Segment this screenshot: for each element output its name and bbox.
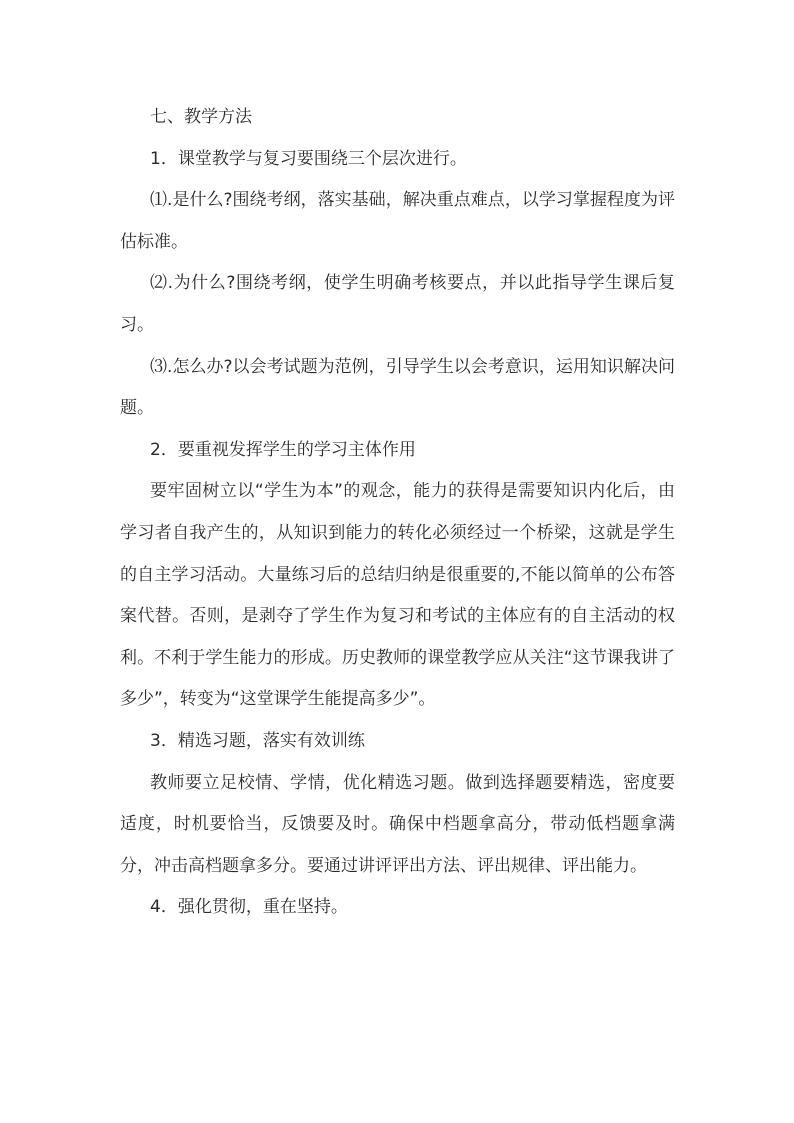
point-1-sub-1: ⑴.是什么?围绕考纲，落实基础，解决重点难点，以学习掌握程度为评估标准。 [120, 190, 675, 252]
section-heading-teaching-methods: 七、教学方法 [150, 107, 252, 127]
point-2-heading: 2．要重视发挥学生的学习主体作用 [150, 439, 416, 460]
point-1-heading: 1．课堂教学与复习要围绕三个层次进行。 [150, 148, 467, 169]
point-3-body: 教师要立足校情、学情，优化精选习题。做到选择题要精选，密度要适度，时机要恰当，反馈要及时。确保中档题拿高分，带动低档题拿满分，冲击高档题拿多分。要通过讲评评出方法、评出规律、评出能力。 [120, 772, 675, 876]
point-3-heading: 3．精选习题，落实有效训练 [150, 730, 365, 751]
point-4-heading: 4．强化贯彻，重在坚持。 [150, 897, 348, 918]
point-2-body: 要牢固树立以“学生为本”的观念，能力的获得是需要知识内化后，由学习者自我产生的，从知识到能力的转化必须经过一个桥梁，这就是学生的自主学习活动。大量练习后的总结归纳是很重要的,不能以简单的公布答案代替。否则，是剥夺了学生作为复习和考试的主体应有的自主活动的权利。不利于学生能力的形成。历史教师的课堂教学应从关注“这节课我讲了多少”，转变为“这堂课学生能提高多少”。 [120, 481, 675, 710]
point-1-sub-3: ⑶.怎么办?以会考试题为范例，引导学生以会考意识，运用知识解决问题。 [120, 356, 675, 419]
document-body [120, 97, 675, 929]
point-1-sub-2: ⑵.为什么?围绕考纲，使学生明确考核要点，并以此指导学生课后复习。 [120, 273, 675, 335]
